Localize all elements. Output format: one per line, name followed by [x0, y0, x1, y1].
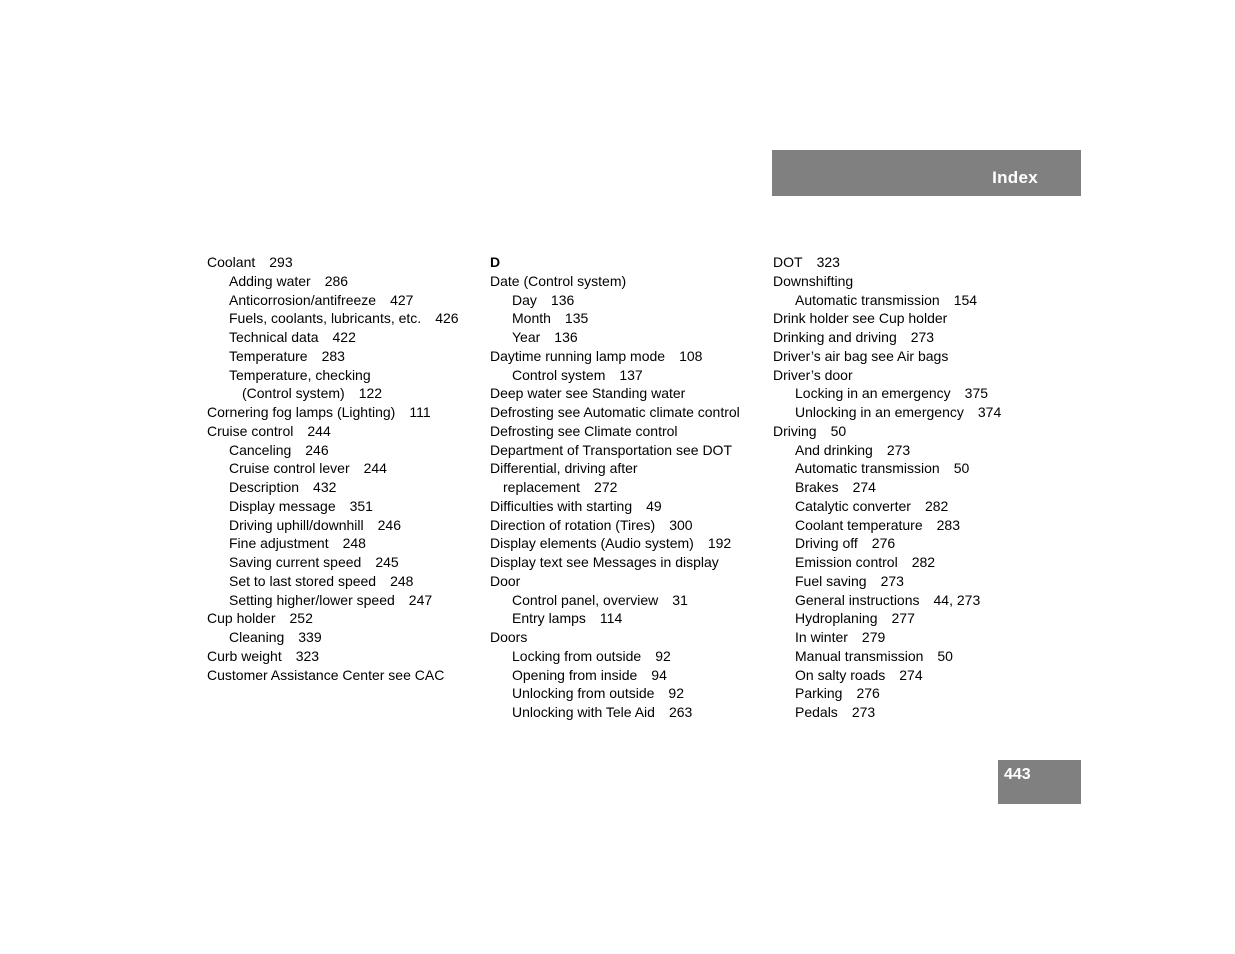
index-entry	[773, 703, 1001, 722]
index-entry	[773, 422, 1001, 441]
index-entry	[773, 553, 1001, 572]
index-term: Opening from inside	[512, 666, 638, 683]
index-page-ref: 427	[390, 291, 414, 308]
index-term: Manual transmission	[795, 647, 924, 664]
page-number-box	[998, 760, 1081, 804]
index-term: Department of Transportation see DOT	[490, 441, 732, 458]
index-entry	[207, 609, 459, 628]
index-page-ref: 246	[305, 441, 329, 458]
index-page-ref: 50	[953, 460, 970, 477]
index-entry	[490, 666, 740, 685]
index-page-ref: 432	[313, 479, 337, 495]
index-term: Cruise control lever	[229, 460, 350, 477]
index-entry	[207, 366, 459, 385]
index-entry	[490, 647, 740, 666]
index-page-ref: 279	[861, 629, 886, 645]
index-entry	[207, 647, 459, 666]
index-entry	[207, 572, 459, 591]
index-term: Display text see Messages in display	[490, 554, 719, 570]
index-page-ref: 339	[298, 629, 322, 645]
index-entry	[490, 441, 740, 460]
index-entry	[490, 478, 740, 497]
index-page-ref: 323	[816, 254, 840, 270]
index-entry	[773, 403, 1001, 422]
index-page-ref: 192	[707, 535, 732, 552]
index-entry	[490, 516, 740, 535]
index-term: Coolant	[207, 254, 256, 270]
index-term: And drinking	[795, 441, 873, 458]
index-entry	[773, 628, 1001, 647]
index-entry	[773, 647, 1001, 666]
index-entry	[490, 553, 740, 572]
index-entry	[773, 328, 1001, 347]
index-entry	[773, 497, 1001, 516]
index-page-ref: 108	[679, 347, 703, 364]
index-page-ref: 300	[669, 516, 693, 533]
index-term: D	[490, 254, 501, 270]
index-page-ref: 248	[390, 572, 414, 589]
index-page-ref: 136	[554, 329, 578, 345]
index-entry	[490, 366, 740, 385]
index-term: Temperature, checking	[229, 366, 371, 383]
index-entry	[207, 384, 459, 403]
index-term: Driver’s air bag see Air bags	[773, 347, 949, 364]
index-entry	[490, 497, 740, 516]
index-page-ref: 135	[564, 310, 589, 327]
index-entry	[490, 534, 740, 553]
index-term: Control system	[512, 366, 606, 383]
index-term: Cup holder	[207, 610, 276, 627]
index-entry	[773, 666, 1001, 685]
index-term: Setting higher/lower speed	[229, 591, 395, 608]
index-term: Coolant temperature	[795, 516, 923, 533]
index-page-ref: 50	[937, 647, 953, 664]
index-term: Customer Assistance Center see CAC	[207, 666, 445, 683]
index-page-ref: 426	[435, 310, 459, 327]
index-term: Catalytic converter	[795, 497, 911, 514]
index-term: Adding water	[229, 272, 311, 289]
index-term: Defrosting see Climate control	[490, 422, 678, 439]
index-term: Defrosting see Automatic climate control	[490, 404, 740, 420]
index-entry	[490, 309, 740, 328]
index-term: Saving current speed	[229, 554, 362, 570]
index-entry	[207, 553, 459, 572]
index-letter-heading	[490, 253, 740, 272]
index-page-ref: 276	[871, 535, 896, 552]
index-term: Parking	[795, 685, 843, 702]
index-entry	[207, 272, 459, 291]
page-number: 443	[1004, 766, 1031, 783]
index-page-ref: 263	[668, 704, 693, 720]
index-term: Cornering fog lamps (Lighting)	[207, 404, 396, 420]
index-term: Direction of rotation (Tires)	[490, 516, 656, 533]
index-entry	[207, 291, 459, 310]
index-page-ref: 273	[910, 329, 935, 345]
index-entry	[207, 347, 459, 366]
index-term: Emission control	[795, 554, 898, 570]
index-entry	[773, 684, 1001, 703]
index-page-ref: 247	[408, 591, 433, 608]
index-page-ref: 273	[851, 704, 876, 720]
index-page-ref: 274	[899, 666, 923, 683]
index-term: Display elements (Audio system)	[490, 535, 694, 552]
index-page-ref: 244	[307, 422, 331, 439]
index-entry	[773, 441, 1001, 460]
index-entry	[490, 591, 740, 610]
index-entry	[773, 347, 1001, 366]
index-page-ref: 94	[651, 666, 667, 683]
index-page-ref: 283	[321, 347, 345, 364]
index-term: Locking in an emergency	[795, 385, 951, 402]
index-page-ref: 286	[324, 272, 349, 289]
index-term: Description	[229, 479, 300, 495]
index-term: Downshifting	[773, 272, 854, 289]
index-page-ref: 245	[375, 554, 399, 570]
index-term: Entry lamps	[512, 610, 586, 627]
index-entry	[490, 628, 740, 647]
index-term: Hydroplaning	[795, 610, 878, 627]
index-term: (Control system)	[242, 385, 345, 402]
index-term: On salty roads	[795, 666, 886, 683]
index-page-ref: 92	[655, 647, 671, 664]
index-page-ref: 136	[550, 291, 575, 308]
index-term: Date (Control system)	[490, 272, 627, 289]
index-entry	[773, 572, 1001, 591]
index-entry	[490, 272, 740, 291]
index-term: Control panel, overview	[512, 591, 659, 608]
index-entry	[490, 609, 740, 628]
index-page-ref: 111	[409, 404, 431, 420]
index-page-ref: 323	[295, 647, 320, 664]
index-page-ref: 351	[349, 497, 373, 514]
index-page-ref: 293	[269, 254, 293, 270]
index-column-2	[490, 253, 740, 722]
index-term: Automatic transmission	[795, 460, 940, 477]
index-page-ref: 276	[856, 685, 880, 702]
index-entry	[207, 628, 459, 647]
index-entry	[207, 441, 459, 460]
index-page-ref: 137	[619, 366, 643, 383]
index-term: Fuels, coolants, lubricants, etc.	[229, 310, 422, 327]
index-page-ref: 282	[911, 554, 936, 570]
index-entry	[773, 384, 1001, 403]
index-entry	[207, 422, 459, 441]
index-page-ref: 44, 273	[933, 591, 981, 608]
index-entry	[207, 591, 459, 610]
index-term: Drinking and driving	[773, 329, 897, 345]
index-entry	[207, 403, 459, 422]
index-entry	[773, 609, 1001, 628]
index-entry	[773, 309, 1001, 328]
index-term: Driving off	[795, 535, 858, 552]
index-term: Temperature	[229, 347, 308, 364]
index-page-ref: 252	[289, 610, 313, 627]
index-term: General instructions	[795, 591, 920, 608]
index-entry	[773, 478, 1001, 497]
index-page-ref: 273	[880, 572, 904, 589]
index-page-ref: 92	[668, 685, 684, 702]
index-term: Curb weight	[207, 647, 282, 664]
index-entry	[773, 459, 1001, 478]
index-term: Brakes	[795, 479, 839, 495]
index-term: Daytime running lamp mode	[490, 347, 666, 364]
index-entry	[773, 591, 1001, 610]
index-term: Cleaning	[229, 629, 285, 645]
index-term: Difficulties with starting	[490, 497, 633, 514]
index-entry	[490, 703, 740, 722]
index-entry	[490, 328, 740, 347]
index-term: Doors	[490, 629, 528, 645]
index-term: Fuel saving	[795, 572, 867, 589]
index-term: Anticorrosion/antifreeze	[229, 291, 377, 308]
index-term: Unlocking in an emergency	[795, 404, 964, 420]
index-page-ref: 274	[852, 479, 876, 495]
index-term: Differential, driving after	[490, 460, 638, 477]
index-entry	[773, 534, 1001, 553]
index-term: Driving	[773, 422, 817, 439]
index-entry	[773, 366, 1001, 385]
index-term: Technical data	[229, 329, 319, 345]
index-entry	[490, 459, 740, 478]
index-column-1	[207, 253, 459, 684]
index-term: Driving uphill/downhill	[229, 516, 364, 533]
index-entry	[490, 684, 740, 703]
index-entry	[207, 328, 459, 347]
index-page-ref: 282	[924, 497, 949, 514]
index-term: Automatic transmission	[795, 291, 940, 308]
index-term: Unlocking with Tele Aid	[512, 704, 655, 720]
index-entry	[207, 459, 459, 478]
index-page-ref: 277	[891, 610, 915, 627]
index-term: Door	[490, 572, 521, 589]
index-term: Locking from outside	[512, 647, 642, 664]
index-page-ref: 49	[646, 497, 662, 514]
index-entry	[490, 347, 740, 366]
index-page-ref: 283	[936, 516, 960, 533]
index-page-ref: 114	[599, 610, 623, 627]
index-term: Display message	[229, 497, 336, 514]
index-term: Cruise control	[207, 422, 294, 439]
index-page-ref: 374	[977, 404, 1002, 420]
header-title: Index	[992, 168, 1038, 187]
index-entry	[207, 666, 459, 685]
index-entry	[773, 253, 1001, 272]
index-entry	[207, 253, 459, 272]
index-entry	[773, 272, 1001, 291]
index-page-ref: 244	[363, 460, 387, 477]
index-page-ref: 31	[672, 591, 688, 608]
index-entry	[207, 478, 459, 497]
index-term: DOT	[773, 254, 803, 270]
index-term: Pedals	[795, 704, 838, 720]
index-page-ref: 248	[342, 535, 366, 552]
index-term: Fine adjustment	[229, 535, 329, 552]
index-term: Deep water see Standing water	[490, 385, 686, 402]
index-entry	[490, 403, 740, 422]
index-term: Day	[512, 291, 537, 308]
index-term: Month	[512, 310, 551, 327]
index-entry	[490, 384, 740, 403]
index-term: Canceling	[229, 441, 292, 458]
index-entry	[207, 516, 459, 535]
index-page-ref: 122	[358, 385, 383, 402]
index-entry	[207, 309, 459, 328]
index-term: In winter	[795, 629, 848, 645]
index-term: replacement	[503, 479, 581, 495]
index-page-ref: 246	[377, 516, 401, 533]
index-term: Driver’s door	[773, 366, 853, 383]
index-entry	[490, 422, 740, 441]
index-entry	[773, 291, 1001, 310]
index-page-ref: 273	[886, 441, 911, 458]
index-page-ref: 422	[332, 329, 356, 345]
index-entry	[207, 497, 459, 516]
index-page-ref: 375	[964, 385, 989, 402]
index-term: Unlocking from outside	[512, 685, 655, 702]
index-page-ref: 272	[594, 479, 618, 495]
index-term: Set to last stored speed	[229, 572, 377, 589]
index-page-ref: 50	[830, 422, 847, 439]
index-entry	[773, 516, 1001, 535]
index-entry	[490, 291, 740, 310]
index-header-bar	[772, 150, 1081, 196]
index-column-3	[773, 253, 1001, 722]
index-term: Year	[512, 329, 541, 345]
index-page-ref: 154	[953, 291, 978, 308]
index-entry	[207, 534, 459, 553]
index-term: Drink holder see Cup holder	[773, 310, 948, 327]
index-entry	[490, 572, 740, 591]
